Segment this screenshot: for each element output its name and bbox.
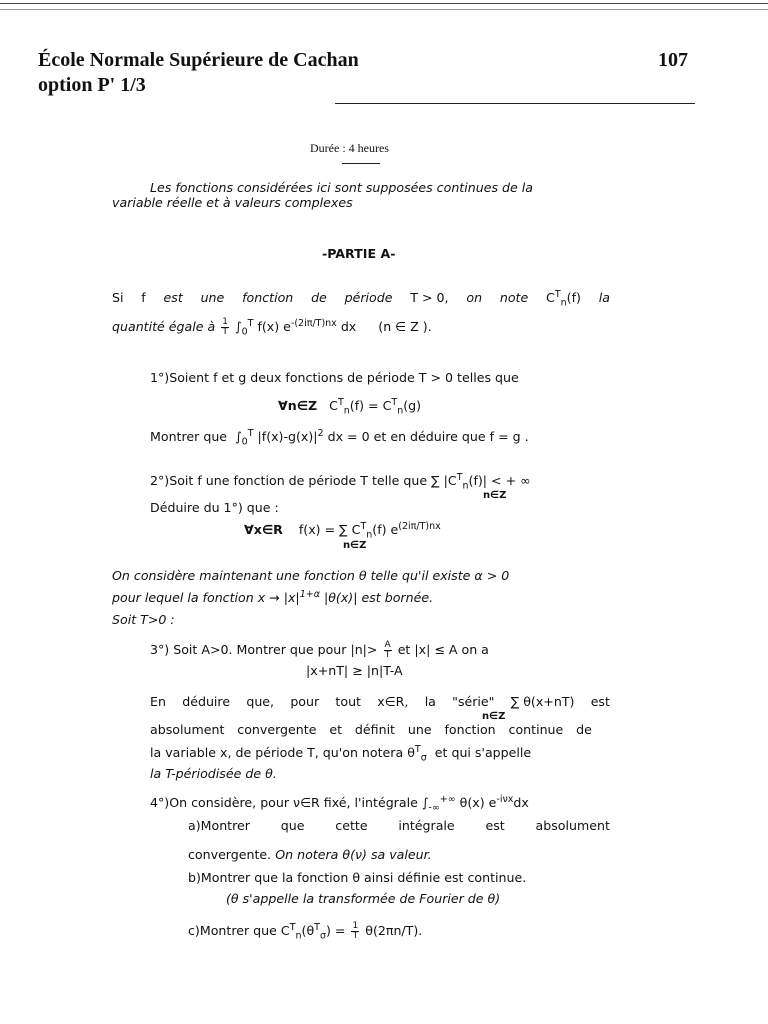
q4a-word: est (485, 818, 505, 833)
coef-c: C (546, 290, 555, 305)
forall-n: ∀n∈Z (278, 398, 318, 413)
option-label: option P' 1/3 (38, 74, 146, 96)
scan-border-top (0, 3, 768, 4)
q3-word: définit (354, 722, 395, 737)
page-number: 107 (658, 49, 688, 71)
q2-formula-index: n∈Z (343, 540, 367, 551)
q1-integrand: |f(x)-g(x)| (257, 429, 318, 444)
consider-end: |θ(x)| est bornée. (323, 590, 434, 605)
q3-word: la (424, 694, 436, 709)
q4c-tail: θ(2πn/T). (365, 923, 423, 938)
n-in-z: (n ∈ Z ). (378, 319, 432, 334)
q3-word: tout (335, 694, 361, 709)
q3-word: une (407, 722, 432, 737)
q1-conclusion: dx = 0 et en déduire que f = g . (327, 429, 529, 444)
integral-sign: $\int_{-\infty}^{+\infty}$ (421, 793, 456, 814)
consider-start: pour lequel la fonction x → |x| (112, 590, 300, 605)
q1-formula: ∀n∈Z $C^T_n(f) = C^T_n(g)$ (278, 396, 422, 417)
def-word: Si (112, 290, 124, 305)
q3-line-4 (150, 722, 592, 738)
q2-formula-tail: (f) e (372, 522, 399, 537)
q2-line-1: 2°)Soit f une fonction de période T telle que ∑ $|C^T_n(f)|$ < + ∞ (150, 471, 531, 492)
q4a-word: absolument (535, 818, 610, 833)
def-word: T > 0, (410, 290, 449, 305)
q4a-notation: On notera θ(ν) sa valeur. (275, 847, 432, 862)
intro-line-1: Les fonctions considérées ici sont supposées continues de la (150, 180, 533, 195)
q2-sum: ∑ |C (431, 473, 457, 488)
q3-end: et |x| ≤ A on a (397, 642, 489, 657)
q4-line-1 (150, 793, 529, 814)
q4a-word: intégrale (398, 818, 455, 833)
q3-word: pour (290, 694, 320, 709)
part-title: -PARTIE A- (322, 246, 396, 261)
q3-line-2: |x+nT| ≥ |n|T-A (306, 663, 403, 678)
q3-word: x∈R, (377, 694, 409, 709)
q3-word: de (576, 722, 592, 737)
q4a-line-1 (188, 818, 610, 834)
consider-line-2 (112, 590, 433, 606)
duration-rule (342, 163, 380, 164)
scan-border-inner (0, 9, 768, 10)
q4b-line-1: b)Montrer que la fonction θ ainsi définie est continue. (188, 870, 527, 885)
q4a-word: que (280, 818, 305, 833)
q1-formula-mid: (f) = C (349, 398, 392, 413)
q2-sum-index: n∈Z (483, 490, 507, 501)
consider-line-1: On considère maintenant une fonction θ telle qu'il existe α > 0 (112, 568, 510, 583)
q3-word: continue (508, 722, 564, 737)
q2-start: 2°)Soit f une fonction de période T telle que (150, 473, 428, 488)
q2-formula-body: f(x) = ∑ C (298, 522, 361, 537)
q3-line-1 (150, 641, 489, 660)
def-word: f (141, 290, 146, 305)
fraction-one-over-t: $\frac{1}{T}$ (352, 921, 359, 941)
q3-word: convergente (237, 722, 317, 737)
dx: dx (340, 319, 357, 334)
q1-line-1: 1°)Soient f et g deux fonctions de période T > 0 telles que (150, 370, 519, 385)
q2-sum-end: (f)| < + ∞ (468, 473, 531, 488)
def-word: la (598, 290, 610, 305)
q3-word: absolument (150, 722, 225, 737)
q3-word: est (590, 694, 610, 709)
q3-sum-index: n∈Z (482, 711, 506, 722)
q3-start: 3°) Soit A>0. Montrer que pour |n|> (150, 642, 378, 657)
consider-line-3: Soit T>0 : (112, 612, 175, 627)
q4b-line-2: (θ s'appelle la transformée de Fourier de θ) (226, 891, 501, 906)
duration: Durée : 4 heures (310, 141, 389, 155)
def-word: de (311, 290, 327, 305)
q4a-line-2 (188, 847, 432, 863)
integrand: f(x) e (257, 319, 291, 334)
q3-periodised-end: et qui s'appelle (434, 745, 532, 760)
fraction-a-over-t (384, 641, 392, 660)
header-rule (335, 103, 695, 104)
q3-word: ∑ θ(x+nT) (510, 694, 575, 709)
def-word: période (344, 290, 393, 305)
q4-start: 4°)On considère, pour ν∈R fixé, l'intégrale (150, 795, 418, 810)
q3-word: fonction (444, 722, 496, 737)
definition-line-2 (112, 318, 432, 337)
school-title: École Normale Supérieure de Cachan (38, 49, 359, 71)
q4-integrand: θ(x) e (459, 795, 497, 810)
q3-line-6: la T-périodisée de θ. (150, 766, 277, 781)
q4a-convergente: convergente. (188, 847, 272, 862)
q3-word: et (329, 722, 343, 737)
frac-denominator: T (384, 650, 391, 660)
intro-line-2: variable réelle et à valeurs complexes (112, 195, 353, 210)
q1-montrer: Montrer que (150, 429, 228, 444)
q3-periodised-start: la variable x, de période T, qu'on notera θ (150, 745, 415, 760)
q4c-start: c)Montrer que C (188, 923, 290, 938)
def-word: note (499, 290, 529, 305)
forall-x: ∀x∈R (244, 522, 283, 537)
q4c-mid: (θ (301, 923, 315, 938)
q3-word: En (150, 694, 166, 709)
q1-line-3: Montrer que $\int_0^T$ $|f(x)-g(x)|^2$ dx = 0 et en déduire que f = g . (150, 427, 529, 448)
q2-exponent: (2iπ/T)nx (398, 520, 441, 532)
q3-word: "série" (452, 694, 495, 709)
q3-word: déduire (182, 694, 231, 709)
q1-formula-end: (g) (403, 398, 422, 413)
q2-line-2: Déduire du 1°) que : (150, 500, 279, 515)
integral-sign: $\int_0^T$ (231, 427, 254, 448)
exponent: -(2iπ/T)nx (290, 317, 337, 329)
def-word: fonction (242, 290, 294, 305)
q3-line-3 (150, 694, 610, 710)
def-text: quantité égale à (112, 319, 216, 334)
q4-dx: dx (513, 795, 529, 810)
q3-word: que, (246, 694, 275, 709)
q4c-line: c)Montrer que $C^T_n(\theta^T_\sigma)$ = $\frac{1}{T}$ θ(2πn/T). (188, 921, 423, 942)
q3-line-5: la variable x, de période T, qu'on notera $\theta^T_\sigma$ et qui s'appelle (150, 743, 532, 764)
q4c-end: ) = (326, 923, 346, 938)
fraction-one-over-t: $\frac{1}{T}$ (222, 317, 228, 337)
alpha-exponent: 1+α (299, 588, 320, 600)
fourier-coefficient: $C^T_n(f)$ (546, 288, 581, 309)
definition-line-1 (112, 288, 610, 309)
q4a-word: cette (335, 818, 368, 833)
q2-formula: ∀x∈R f(x) = ∑ $C^T_n(f)$ $e^{(2i\pi/T)nx}$ (244, 520, 441, 541)
frac-numerator: A (384, 640, 391, 650)
q4-exponent: -iνx (496, 793, 514, 805)
coef-arg: (f) (566, 290, 581, 305)
integral-sign: $\int_0^T$ (235, 317, 254, 338)
def-word: est (163, 290, 183, 305)
q4a-word: a)Montrer (188, 818, 250, 833)
def-word: une (200, 290, 225, 305)
def-word: on (466, 290, 483, 305)
